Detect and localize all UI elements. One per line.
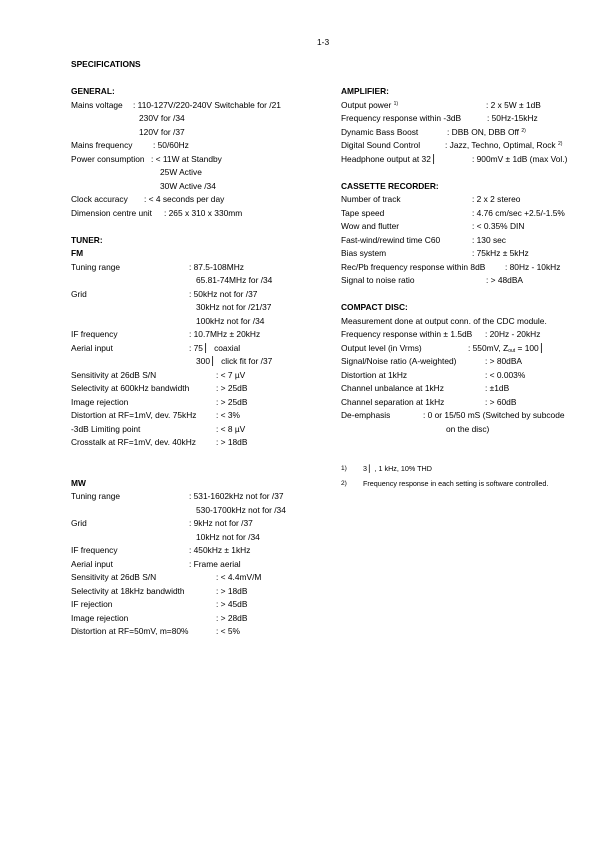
list-item: Tuning range : 531-1602kHz not for /37 bbox=[71, 491, 284, 501]
list-item: Fast-wind/rewind time C60 : 130 sec bbox=[341, 234, 506, 245]
impedance-subscript: out bbox=[508, 347, 516, 354]
list-item: Distortion at 1kHz : < 0.003% bbox=[341, 369, 526, 380]
footnote-ref-2: 2) bbox=[521, 127, 526, 134]
list-item: 30kHz not for /21/37 bbox=[196, 302, 272, 312]
cd-output-level-row: Output level (in Vrms) : 550mV, $Z_{out} = 100$ ▏ bbox=[341, 342, 548, 354]
power-consumption-row-2: 25W Active bbox=[160, 167, 202, 177]
tuner-heading: TUNER: bbox=[71, 234, 103, 245]
list-item: 10kHz not for /34 bbox=[196, 531, 260, 542]
list-item: Bias system : 75kHz ± 5kHz bbox=[341, 248, 529, 258]
list-item: Distortion at RF=50mV, m=80% : < 5% bbox=[71, 626, 240, 636]
list-item: Sensitivity at 26dB S/N : < 7 µV bbox=[71, 369, 246, 380]
cd-freq-response-row: Frequency response within ± 1.5dB : 20Hz - 20kHz bbox=[341, 329, 541, 339]
list-item: IF rejection : > 45dB bbox=[71, 599, 248, 609]
snr-row: Signal to noise ratio : > 48dBA bbox=[341, 275, 524, 285]
fm-spec-list bbox=[71, 261, 321, 450]
right-column bbox=[341, 85, 586, 436]
output-power-row: Output power $^{1)}$ : 2 x 5W ± 1dB bbox=[341, 99, 541, 110]
dimension-row: Dimension centre unit : 265 x 310 x 330mm bbox=[71, 207, 243, 218]
list-item: Channel separation at 1kHz : > 60dB bbox=[341, 396, 517, 407]
list-item: IF frequency : 450kHz ± 1kHz bbox=[71, 545, 251, 555]
dsc-row: Digital Sound Control : Jazz, Techno, Optimal, Rock $^{2)}$ bbox=[341, 140, 563, 150]
list-item: 65.81-74MHz for /34 bbox=[196, 275, 273, 285]
list-item: Distortion at RF=1mV, dev. 75kHz : < 3% bbox=[71, 410, 240, 420]
list-item: Selectivity at 18kHz bandwidth : > 18dB bbox=[71, 585, 248, 596]
dbb-row: Dynamic Bass Boost : DBB ON, DBB Off $^{2)}$ bbox=[341, 126, 526, 137]
list-item: Grid : 9kHz not for /37 bbox=[71, 518, 253, 528]
mains-voltage-row-3: 120V for /37 bbox=[139, 126, 185, 137]
power-consumption-row: Power consumption : < 11W at Standby bbox=[71, 153, 222, 164]
list-item: Crosstalk at RF=1mV, dev. 40kHz : > 18dB bbox=[71, 437, 248, 447]
mw-spec-list bbox=[71, 490, 321, 639]
amplifier-heading: AMPLIFIER: bbox=[341, 86, 389, 96]
list-item: Image rejection : > 25dB bbox=[71, 396, 248, 407]
power-consumption-row-3: 30W Active /34 bbox=[160, 180, 216, 191]
deemphasis-row: De-emphasis : 0 or 15/50 mS (Switched by subcode bbox=[341, 410, 565, 420]
cd-measurement-note: Measurement done at output conn. of the CDC module. bbox=[341, 315, 547, 326]
footnotes bbox=[341, 463, 586, 490]
cd-spec-list bbox=[341, 355, 586, 409]
cd-heading: COMPACT DISC: bbox=[341, 302, 408, 312]
list-item: Selectivity at 600kHz bandwidth : > 25dB bbox=[71, 383, 248, 393]
list-item: IF frequency : 10.7MHz ± 20kHz bbox=[71, 329, 261, 339]
page-number: 1-3 bbox=[317, 37, 330, 47]
list-item: Tuning range : 87.5-108MHz bbox=[71, 261, 244, 272]
mains-voltage-row-2: 230V for /34 bbox=[139, 113, 185, 123]
cassette-spec-list bbox=[341, 193, 586, 261]
list-item: Wow and flutter : < 0.35% DIN bbox=[341, 221, 525, 231]
list-item: Image rejection : > 28dB bbox=[71, 612, 248, 623]
page-title: SPECIFICATIONS bbox=[71, 59, 141, 69]
list-item: Sensitivity at 26dB S/N : < 4.4mV/M bbox=[71, 572, 262, 582]
list-item: Aerial input : Frame aerial bbox=[71, 558, 241, 569]
list-item: Channel unbalance at 1kHz : ±1dB bbox=[341, 383, 510, 393]
list-item: 530-1700kHz not for /34 bbox=[196, 504, 286, 515]
clock-accuracy-row: Clock accuracy : < 4 seconds per day bbox=[71, 194, 225, 204]
deemphasis-row-2: on the disc) bbox=[446, 423, 490, 434]
mains-voltage-row: Mains voltage : 110-127V/220-240V Switchable for /21 bbox=[71, 99, 281, 110]
list-item: 300 ▏ click fit for /37 bbox=[196, 356, 273, 366]
footnote-ref-1: 1) bbox=[393, 100, 399, 107]
list-item: Signal/Noise ratio (A-weighted) : > 80dBA bbox=[341, 356, 523, 366]
footnote-ref-2b: 2) bbox=[557, 141, 563, 147]
list-item: Number of track : 2 x 2 stereo bbox=[341, 194, 521, 204]
fm-heading: FM bbox=[71, 248, 84, 258]
footnote-1: 1) 3 ▏, 1 kHz, 10% THD bbox=[341, 464, 432, 473]
headphone-row: Headphone output at 32 ▏ : 900mV ± 1dB (max Vol.) bbox=[341, 153, 568, 164]
left-column bbox=[71, 85, 321, 639]
list-item: Aerial input : 75 ▏ coaxial bbox=[71, 342, 241, 353]
recpb-row: Rec/Pb frequency response within 8dB : 80Hz - 10kHz bbox=[341, 261, 561, 272]
list-item: 100kHz not for /34 bbox=[196, 315, 265, 326]
cassette-heading: CASSETTE RECORDER: bbox=[341, 180, 439, 191]
list-item: -3dB Limiting point : < 8 µV bbox=[71, 423, 246, 434]
mains-frequency-row: Mains frequency : 50/60Hz bbox=[71, 140, 189, 150]
footnote-2: 2) Frequency response in each setting is software controlled. bbox=[341, 479, 549, 488]
general-heading: GENERAL: bbox=[71, 86, 115, 96]
freq-response-row: Frequency response within -3dB : 50Hz-15kHz bbox=[341, 113, 538, 123]
mw-heading: MW bbox=[71, 477, 86, 488]
list-item: Tape speed : 4.76 cm/sec +2.5/-1.5% bbox=[341, 207, 565, 218]
list-item: Grid : 50kHz not for /37 bbox=[71, 288, 258, 299]
